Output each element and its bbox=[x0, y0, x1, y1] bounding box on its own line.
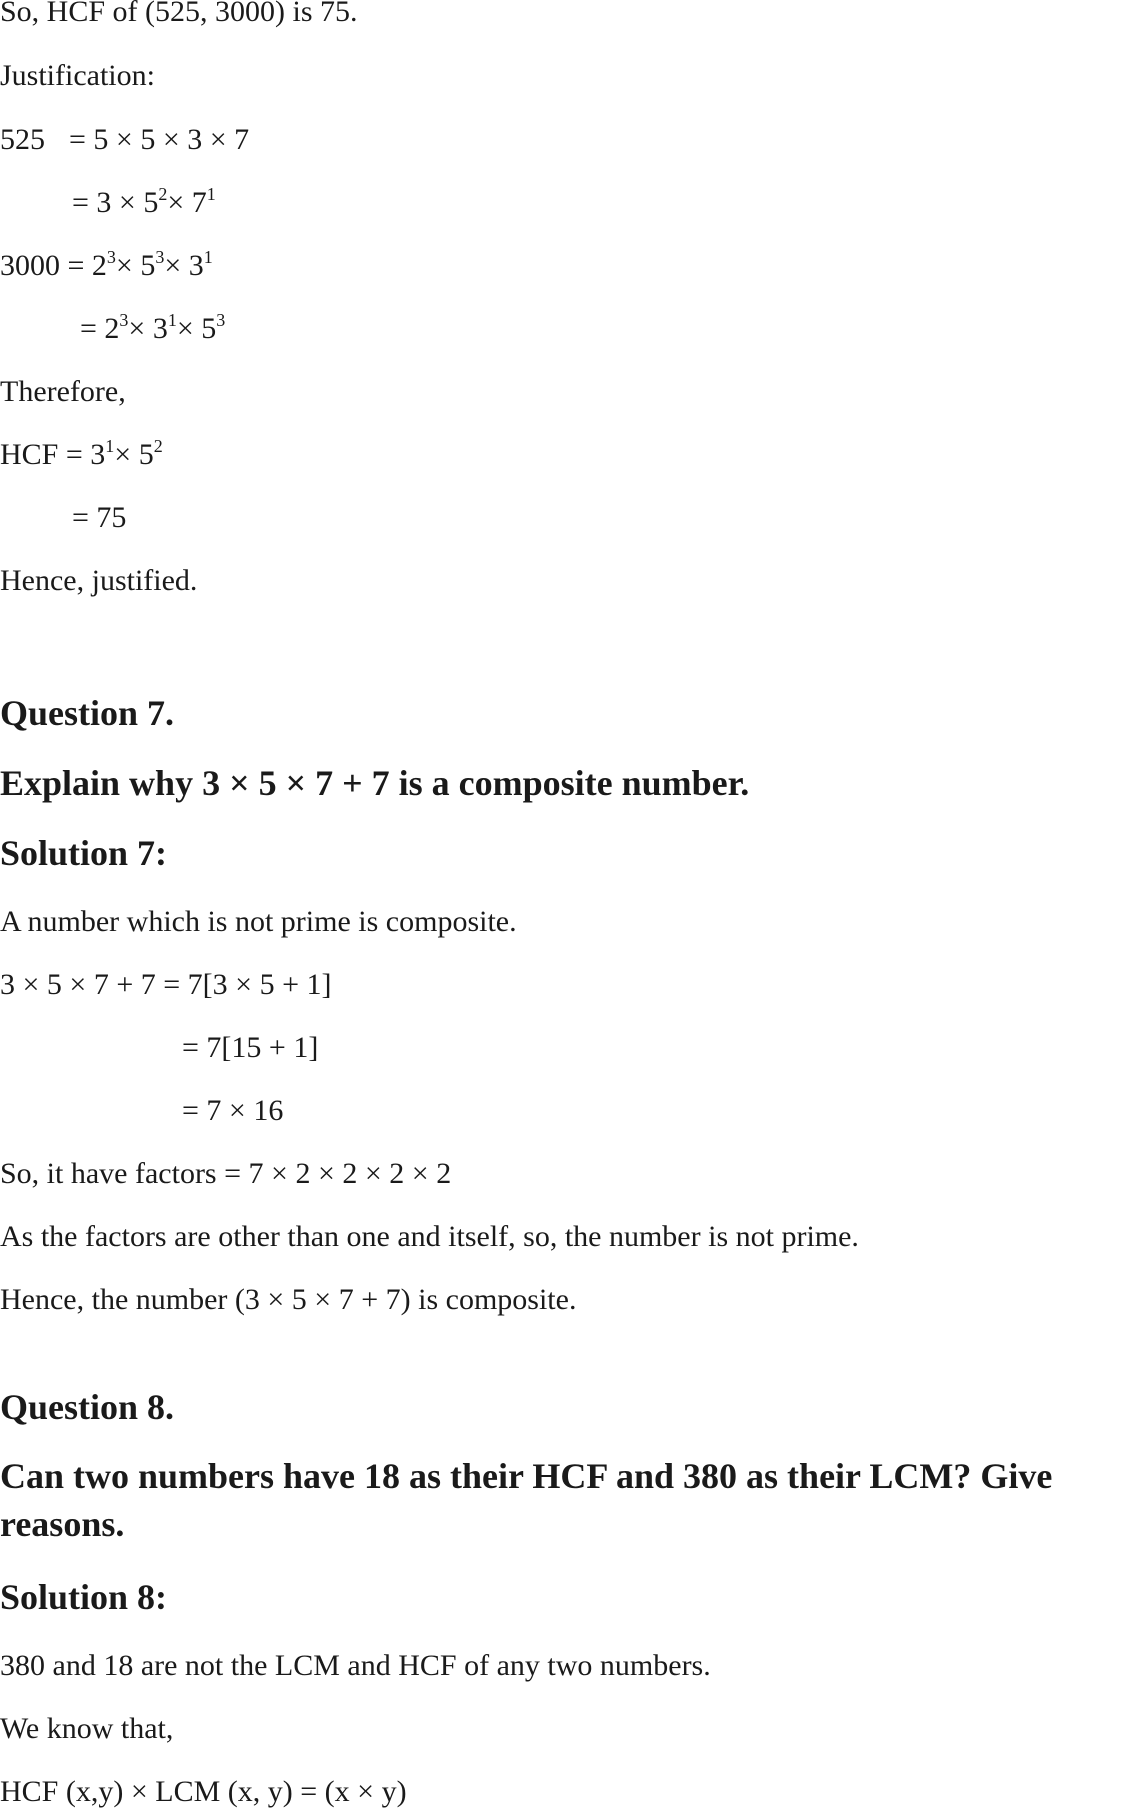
lhs-525: 525 bbox=[0, 123, 45, 156]
hcf-value: = 75 bbox=[72, 501, 127, 534]
hcf-expression: HCF = $3^1\times 5^2$ bbox=[0, 436, 163, 471]
solution-7-line: = 7[15 + 1] bbox=[182, 1031, 319, 1064]
factorization-525 bbox=[0, 122, 249, 158]
factorization-3000: $3000 = 2^3\times 5^3\times 3^1$ bbox=[0, 247, 213, 282]
solution-8-line: We know that, bbox=[0, 1712, 174, 1745]
factorization-525-exponent: = $3 \times 5^2\times 7^1$ bbox=[72, 184, 216, 219]
solution-8-line: HCF (x,y) × LCM (x, y) = (x × y) bbox=[0, 1775, 407, 1808]
solution-8-line: 380 and 18 are not the LCM and HCF of any two numbers. bbox=[0, 1649, 711, 1682]
justification-label: Justification: bbox=[0, 59, 155, 92]
question-7-heading: Question 7. bbox=[0, 693, 175, 733]
rhs-525: = 5 × 5 × 3 × 7 bbox=[69, 123, 250, 156]
solution-7-heading: Solution 7: bbox=[0, 833, 168, 873]
solution-7-line: Hence, the number (3 × 5 × 7 + 7) is composite. bbox=[0, 1283, 577, 1316]
conclusion-text: So, HCF of (525, 3000) is 75. bbox=[0, 0, 358, 28]
solution-7-line: 3 × 5 × 7 + 7 = 7[3 × 5 + 1] bbox=[0, 968, 332, 1001]
solution-7-line: A number which is not prime is composite. bbox=[0, 905, 517, 938]
solution-7-line: = 7 × 16 bbox=[182, 1094, 284, 1127]
factorization-3000-reordered: = $2^3\times 3^1\times 5^3$ bbox=[80, 310, 226, 345]
solution-8-heading: Solution 8: bbox=[0, 1577, 168, 1617]
therefore-text: Therefore, bbox=[0, 375, 126, 408]
solution-7-line: As the factors are other than one and itself, so, the number is not prime. bbox=[0, 1220, 859, 1253]
question-8-text: Can two numbers have 18 as their HCF and 380 as their LCM? Give reasons. bbox=[0, 1456, 1053, 1544]
question-8-heading: Question 8. bbox=[0, 1387, 175, 1427]
hence-justified: Hence, justified. bbox=[0, 564, 198, 597]
solution-7-line: So, it have factors = 7 × 2 × 2 × 2 × 2 bbox=[0, 1157, 452, 1190]
question-7-text: Explain why 3 × 5 × 7 + 7 is a composite number. bbox=[0, 763, 750, 803]
